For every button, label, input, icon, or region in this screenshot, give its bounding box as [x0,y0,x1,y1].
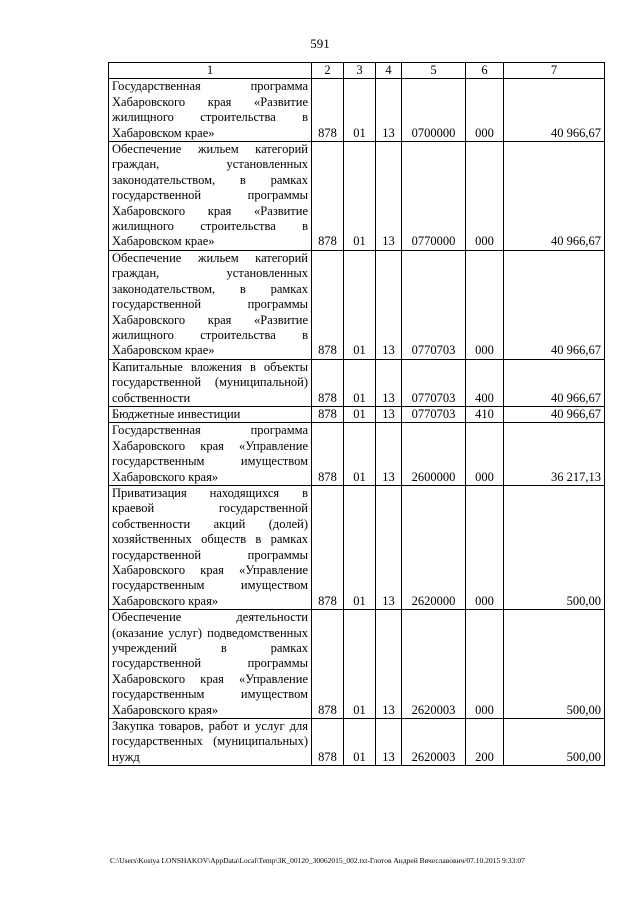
table-row [109,79,605,142]
cell-section: 01 [344,423,376,486]
cell-subsection: 13 [376,79,402,142]
cell-amount: 500,00 [504,719,605,766]
cell-section: 01 [344,250,376,359]
column-header: 4 [376,63,402,79]
table-row [109,359,605,406]
cell-section: 01 [344,719,376,766]
cell-section: 01 [344,485,376,609]
row-name: Приватизация находящихся в краевой государственной собственности акций (долей) хозяйственных обществ в рамках государственной программы Хабаровского края «Управление государственным имуществом Хабаровского края» [109,485,312,609]
row-name: Государственная программа Хабаровского края «Управление государственным имуществом Хабаровского края» [109,423,312,486]
cell-ministry: 878 [312,79,344,142]
cell-expense-type: 000 [466,485,504,609]
row-name: Обеспечение жильем категорий граждан, установленных законодательством, в рамках государственной программы Хабаровского края «Развитие жилищного строительства в Хабаровском крае» [109,142,312,251]
row-name: Государственная программа Хабаровского края «Развитие жилищного строительства в Хабаровском крае» [109,79,312,142]
cell-ministry: 878 [312,485,344,609]
cell-target-article: 2620000 [402,485,466,609]
column-header: 6 [466,63,504,79]
cell-ministry: 878 [312,423,344,486]
cell-ministry: 878 [312,610,344,719]
cell-subsection: 13 [376,406,402,422]
cell-expense-type: 000 [466,142,504,251]
cell-amount: 500,00 [504,610,605,719]
page-number: 591 [310,36,330,51]
row-name: Капитальные вложения в объекты государственной (муниципальной) собственности [109,359,312,406]
cell-expense-type: 000 [466,250,504,359]
row-name: Закупка товаров, работ и услуг для государственных (муниципальных) нужд [109,719,312,766]
cell-expense-type: 000 [466,79,504,142]
cell-ministry: 878 [312,719,344,766]
table-row [109,142,605,251]
row-name: Обеспечение жильем категорий граждан, установленных законодательством, в рамках государственной программы Хабаровского края «Развитие жилищного строительства в Хабаровском крае» [109,250,312,359]
cell-section: 01 [344,359,376,406]
cell-target-article: 2600000 [402,423,466,486]
cell-amount: 40 966,67 [504,250,605,359]
cell-target-article: 2620003 [402,610,466,719]
file-path-footer: C:\Users\Kostya LONSHAKOV\AppData\Local\Temp\ЗК_00120_30062015_002.txt-Глотов Андрей Вячеславович/07.10.2015 9:33:07 [110,856,525,865]
cell-subsection: 13 [376,485,402,609]
cell-amount: 36 217,13 [504,423,605,486]
cell-subsection: 13 [376,142,402,251]
cell-subsection: 13 [376,250,402,359]
cell-ministry: 878 [312,250,344,359]
cell-ministry: 878 [312,142,344,251]
column-header: 5 [402,63,466,79]
cell-expense-type: 200 [466,719,504,766]
column-header: 7 [504,63,605,79]
cell-ministry: 878 [312,359,344,406]
table-header-row [109,63,605,79]
table-row [109,250,605,359]
cell-amount: 40 966,67 [504,406,605,422]
cell-target-article: 0700000 [402,79,466,142]
row-name: Обеспечение деятельности (оказание услуг) подведомственных учреждений в рамках государственной программы Хабаровского края «Управление государственным имуществом Хабаровского края» [109,610,312,719]
budget-table [108,62,605,766]
cell-expense-type: 400 [466,359,504,406]
cell-target-article: 2620003 [402,719,466,766]
cell-section: 01 [344,406,376,422]
table-row [109,423,605,486]
cell-target-article: 0770703 [402,359,466,406]
column-header: 2 [312,63,344,79]
cell-target-article: 0770000 [402,142,466,251]
cell-subsection: 13 [376,423,402,486]
cell-amount: 500,00 [504,485,605,609]
cell-subsection: 13 [376,719,402,766]
cell-subsection: 13 [376,610,402,719]
table-row [109,719,605,766]
row-name: Бюджетные инвестиции [109,406,312,422]
cell-expense-type: 410 [466,406,504,422]
table-row [109,406,605,422]
cell-target-article: 0770703 [402,250,466,359]
cell-amount: 40 966,67 [504,142,605,251]
cell-target-article: 0770703 [402,406,466,422]
table-row [109,610,605,719]
cell-amount: 40 966,67 [504,359,605,406]
cell-section: 01 [344,79,376,142]
column-header: 1 [109,63,312,79]
cell-section: 01 [344,142,376,251]
column-header: 3 [344,63,376,79]
cell-subsection: 13 [376,359,402,406]
cell-amount: 40 966,67 [504,79,605,142]
cell-section: 01 [344,610,376,719]
cell-expense-type: 000 [466,423,504,486]
table-row [109,485,605,609]
cell-expense-type: 000 [466,610,504,719]
cell-ministry: 878 [312,406,344,422]
